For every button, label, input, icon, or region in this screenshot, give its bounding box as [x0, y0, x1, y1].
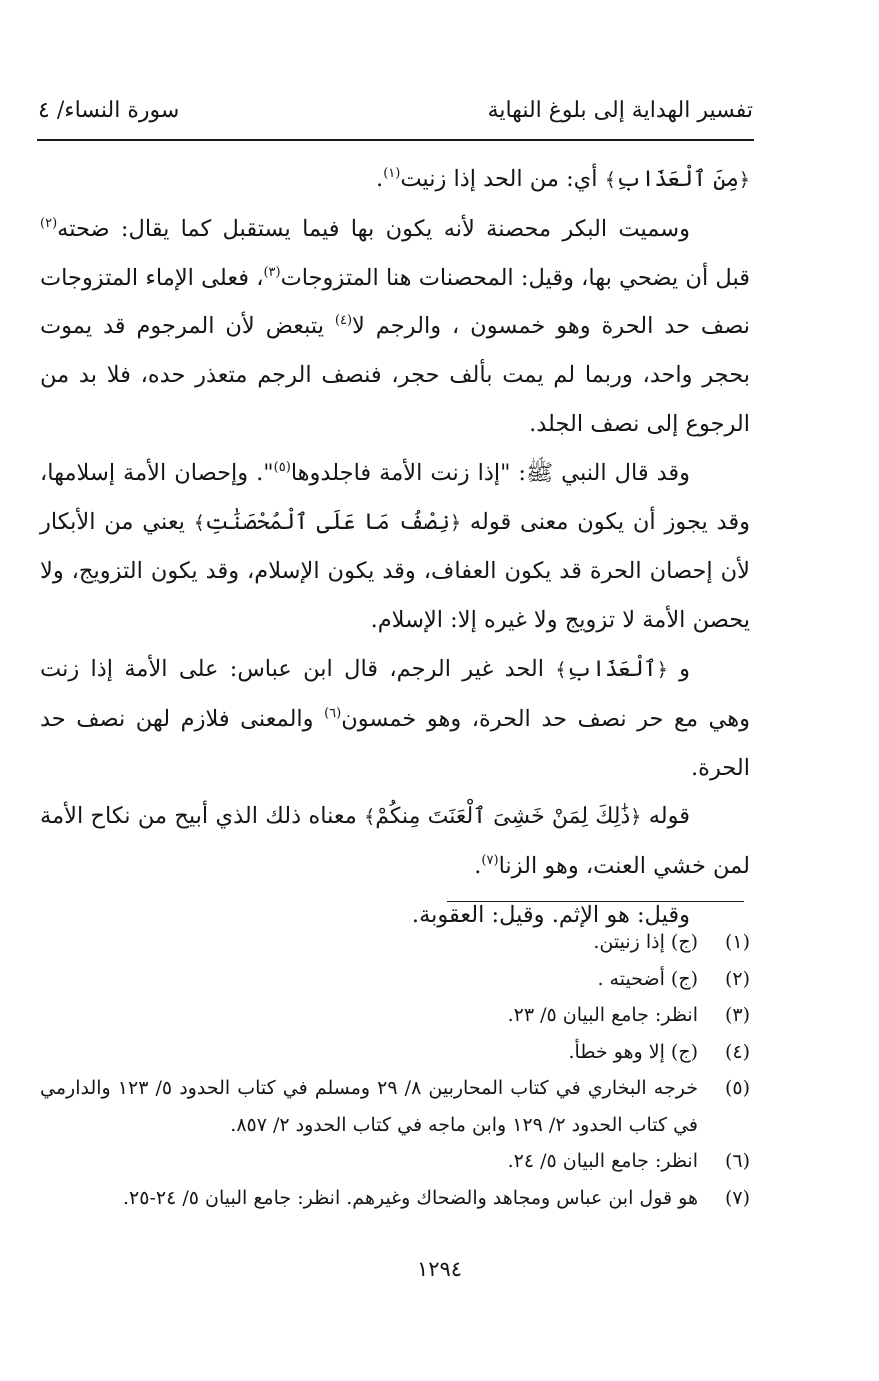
- footnote-marker: (٥): [273, 459, 291, 475]
- footnote: [40, 924, 750, 961]
- footnote: [40, 1034, 750, 1071]
- surah-label: سورة النساء/ ٤: [38, 98, 180, 123]
- footnote: [40, 1180, 750, 1217]
- footnote-number: (٣): [724, 1004, 750, 1026]
- quran-bracket-close: ﴾: [193, 511, 205, 534]
- text-run: يتبعض لأن المرجوم قد يموت بحجر واحد، وربما لم يمت بألف حجر، فنصف الرجم متعذر حده، فلا بد من الرجوع إلى نصف الجلد.: [40, 313, 750, 437]
- footnote-number: (١): [724, 931, 750, 953]
- text-run: .: [376, 166, 384, 192]
- text-run: و: [667, 655, 690, 682]
- running-header: [38, 92, 753, 132]
- footnote-text: انظر: جامع البيان ٥/ ٢٤.: [507, 1150, 698, 1172]
- footnote-marker: (٣): [263, 264, 281, 280]
- quran-bracket-open: ﴿: [630, 806, 642, 829]
- page-number: ١٢٩٤: [416, 1257, 463, 1281]
- footnote-text: انظر: جامع البيان ٥/ ٢٣.: [507, 1004, 698, 1026]
- footnote-number: (٤): [724, 1040, 750, 1063]
- book-title: تفسير الهداية إلى بلوغ النهاية: [487, 98, 753, 123]
- quran-bracket-open: ﴿: [656, 658, 668, 681]
- quran-quote: نِصْفُ مَا عَلَى ٱلْمُحْصَنَٰتِ: [204, 509, 450, 535]
- footnote-number: (٦): [724, 1150, 750, 1172]
- paragraph-1: [40, 155, 750, 205]
- footnotes: [40, 924, 750, 1216]
- footnote: [40, 997, 750, 1034]
- footnote-marker: (٦): [324, 705, 342, 721]
- text-run: أي: من الحد إذا زنيت: [400, 166, 605, 192]
- footnote-text: (ج) إذا زنيتن.: [593, 931, 698, 953]
- footnote-marker: (٧): [481, 853, 499, 869]
- text-run: قبل أن يضحي بها، وقيل: المحصنات هنا المتزوجات: [280, 264, 751, 291]
- paragraph-5: [40, 792, 750, 891]
- quran-bracket-open: ﴿: [449, 511, 462, 534]
- main-text: [40, 155, 750, 940]
- text-run: .: [474, 853, 482, 880]
- footnote-number: (٥): [724, 1077, 750, 1099]
- text-run: ، فعلى الإماء المتزوجات نصف حد الحرة وهو خمسون ، والرجم لا: [40, 264, 750, 340]
- text-run: وقد قال النبي ﷺ: "إذا زنت الأمة فاجلدوها: [290, 459, 690, 486]
- text-run: يعني من الأبكار لأن إحصان الحرة قد يكون العفاف، وقد يكون الإسلام، وقد يكون التزويج، ولا يحصن الأمة لا تزويج ولا غيره إلا: الإسلام.: [40, 508, 750, 634]
- text-run: ". وإحصان الأمة إسلامها، وقد يجوز أن يكون معنى قوله: [40, 459, 750, 535]
- text-run: الحد غير الرجم، قال ابن عباس: على الأمة إذا زنت وهي مع حر نصف حد الحرة، وهو خمسون: [40, 655, 750, 732]
- footnote-text: خرجه البخاري في كتاب المحاربين ٨/ ٢٩ ومسلم في كتاب الحدود ٥/ ١٢٣ والدارمي في كتاب الحدود ٢/ ١٢٩ وابن ماجه في كتاب الحدود ٢/ ٨٥٧.: [40, 1077, 698, 1136]
- footnote-text: (ج) إلا وهو خطأ.: [568, 1040, 698, 1063]
- paragraph-3: [40, 449, 750, 645]
- footnote: [40, 1143, 750, 1180]
- footnote-marker: (١): [383, 166, 401, 181]
- footnote-number: (٢): [724, 967, 750, 990]
- footnote: [40, 961, 750, 998]
- quran-bracket-close: ﴾: [364, 806, 376, 829]
- paragraph-4: [40, 645, 750, 792]
- quran-bracket-open: ﴿: [738, 169, 750, 191]
- footnote-text: هو قول ابن عباس ومجاهد والضحاك وغيرهم. انظر: جامع البيان ٥/ ٢٤-٢٥.: [122, 1186, 698, 1209]
- text-run: قوله: [641, 803, 690, 830]
- quran-quote: مِنَ ٱلْعَذَابِ: [615, 167, 739, 192]
- footnote-marker: (٢): [40, 215, 58, 231]
- footnote: [40, 1070, 750, 1143]
- text-run: وسميت البكر محصنة لأنه يكون بها فيما يستقبل كما يقال: ضحته: [57, 215, 690, 242]
- quran-quote: ذَٰلِكَ لِمَنْ خَشِىَ ٱلْعَنَتَ مِنكُمْ: [375, 804, 631, 830]
- text-run: والمعنى فلازم لهن نصف حد الحرة.: [40, 705, 750, 781]
- text-run: وقيل: هو الإثم. وقيل: العقوبة.: [411, 901, 690, 928]
- footnote-number: (٧): [724, 1186, 750, 1209]
- quran-bracket-close: ﴾: [604, 169, 616, 191]
- footnote-text: (ج) أضحيته .: [597, 967, 698, 990]
- header-rule: [37, 139, 754, 141]
- text-run: معناه ذلك الذي أبيح من نكاح الأمة لمن خشي العنت، وهو الزنا: [40, 803, 750, 880]
- footnote-marker: (٤): [334, 313, 353, 329]
- quran-bracket-close: ﴾: [555, 658, 567, 681]
- quran-quote: ٱلْعَذَابِ: [566, 656, 657, 682]
- paragraph-2: [40, 205, 750, 449]
- footnote-rule: [447, 901, 744, 902]
